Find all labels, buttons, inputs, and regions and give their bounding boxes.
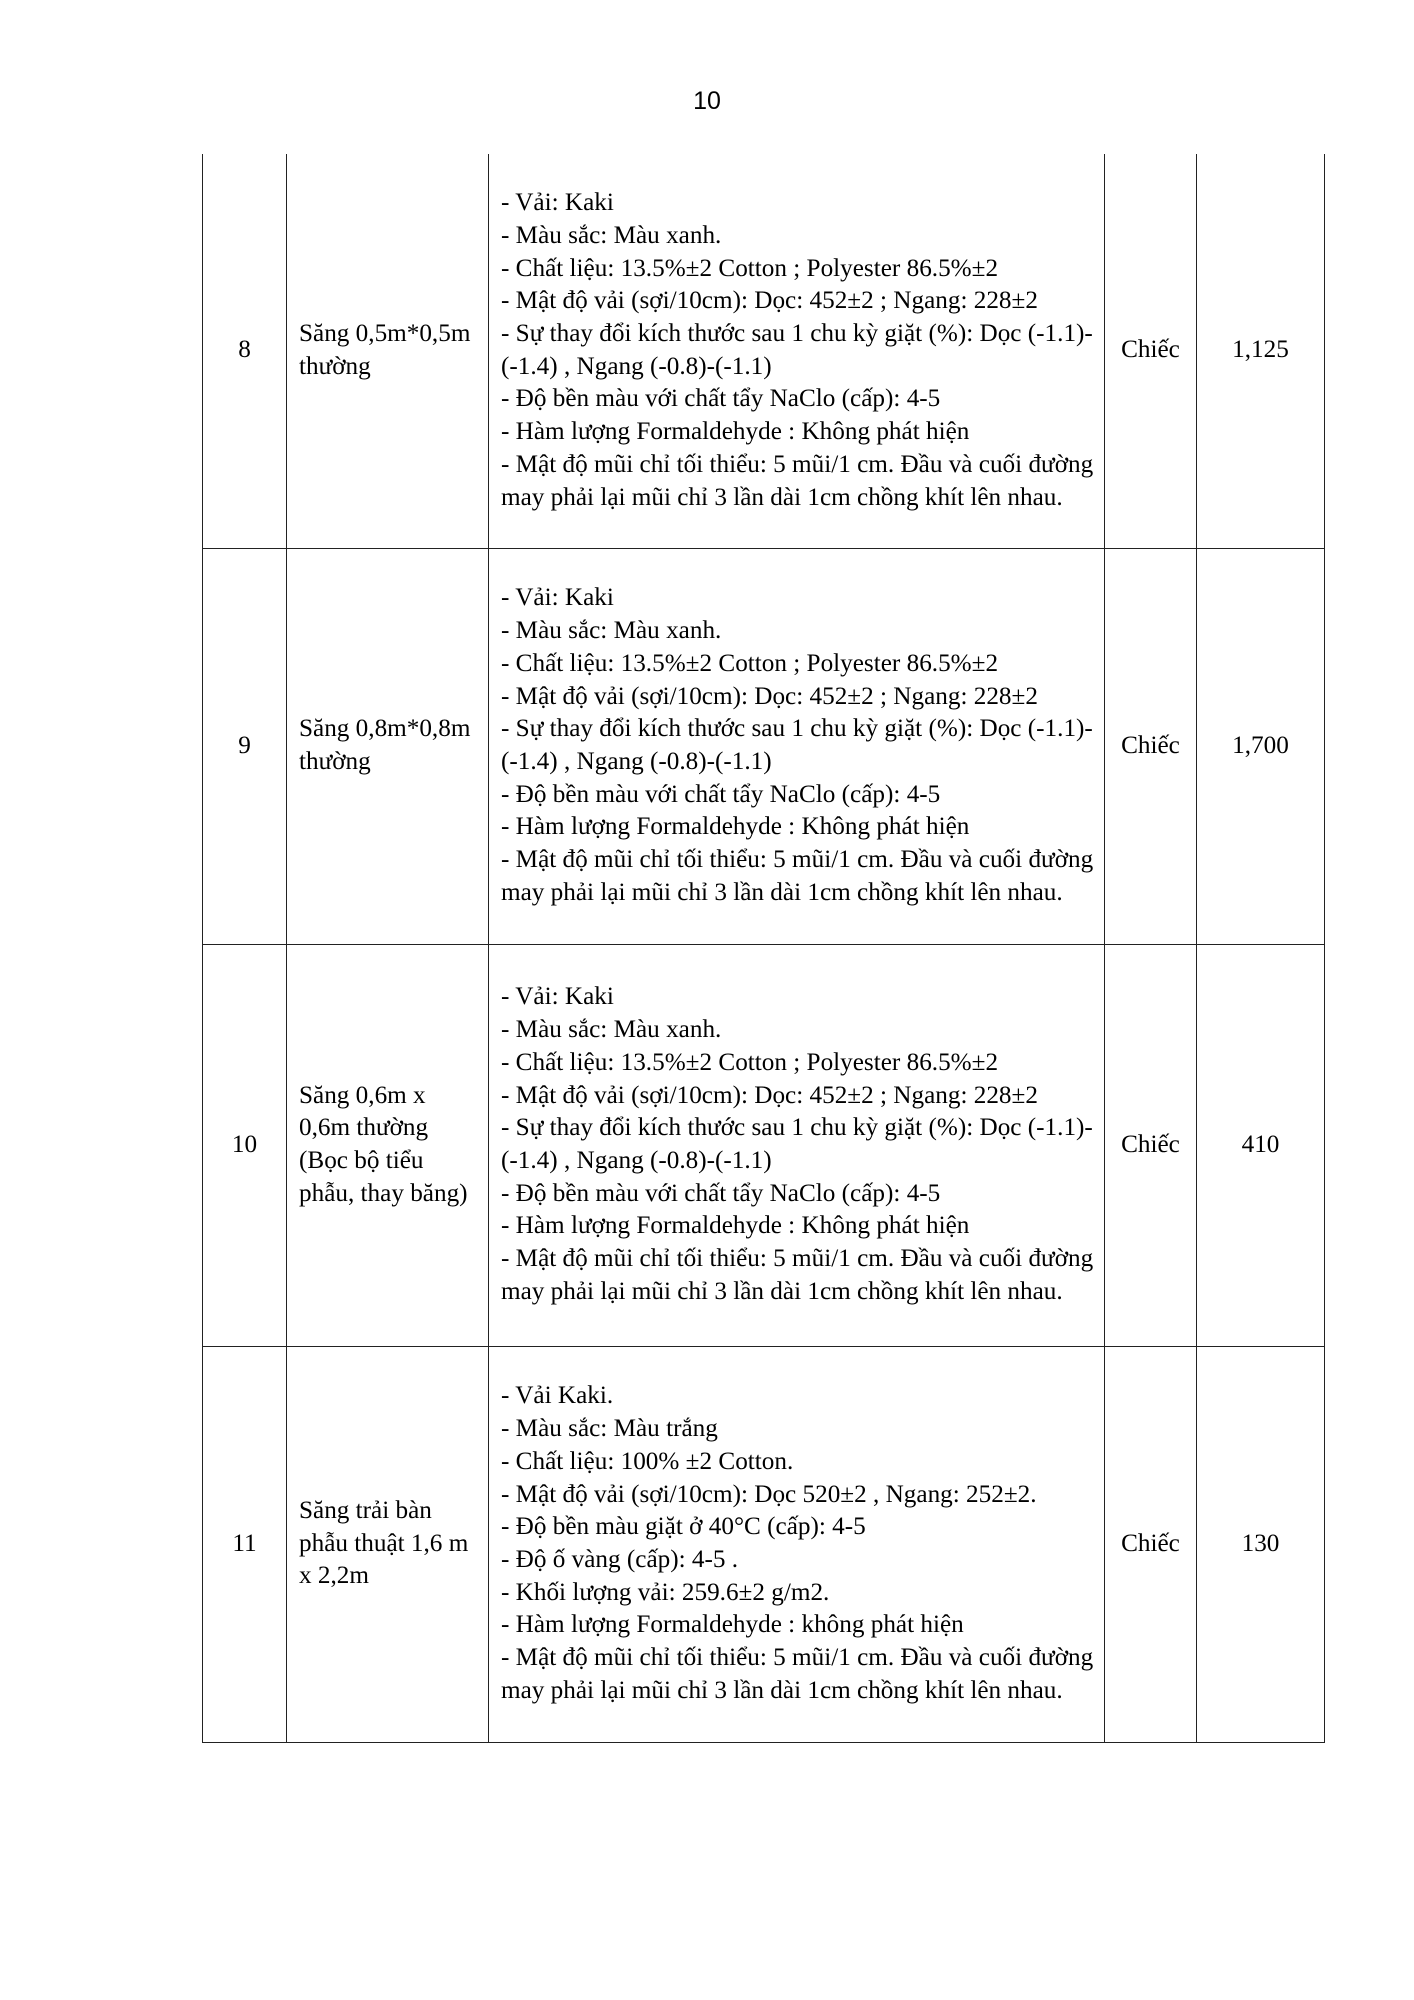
- spec-line: - Mật độ vải (sợi/10cm): Dọc: 452±2 ; Ngang: 228±2: [501, 682, 1038, 710]
- specification-table: [202, 154, 1325, 1743]
- item-name: Săng 0,8m*0,8m thường: [287, 548, 489, 944]
- spec-line: - Mật độ mũi chỉ tối thiểu: 5 mũi/1 cm. Đầu và cuối đường may phải lại mũi chỉ 3 lần dài 1cm chồng khít lên nhau.: [501, 1245, 1094, 1305]
- spec-line: - Vải: Kaki: [501, 189, 614, 217]
- page-number: 10: [693, 87, 721, 115]
- spec-line: - Hàm lượng Formaldehyde : Không phát hiện: [501, 418, 970, 446]
- table-row: [203, 944, 1325, 1346]
- spec-line: - Độ bền màu với chất tẩy NaClo (cấp): 4-5: [501, 1179, 941, 1207]
- item-specification: [489, 944, 1105, 1346]
- spec-line: - Sự thay đổi kích thước sau 1 chu kỳ giặt (%): Dọc (-1.1)-(-1.4) , Ngang (-0.8)-(-1.1): [501, 1114, 1093, 1174]
- spec-line: - Mật độ vải (sợi/10cm): Dọc: 452±2 ; Ngang: 228±2: [501, 1081, 1038, 1109]
- quantity: 1,125: [1197, 154, 1325, 548]
- row-number: 11: [203, 1346, 287, 1742]
- spec-line: - Sự thay đổi kích thước sau 1 chu kỳ giặt (%): Dọc (-1.1)-(-1.4) , Ngang (-0.8)-(-1.1): [501, 715, 1093, 775]
- spec-line: - Độ bền màu giặt ở 40°C (cấp): 4-5: [501, 1513, 866, 1541]
- spec-line: - Mật độ vải (sợi/10cm): Dọc 520±2 , Ngang: 252±2.: [501, 1480, 1037, 1508]
- spec-line: - Chất liệu: 13.5%±2 Cotton ; Polyester 86.5%±2: [501, 254, 999, 282]
- spec-line: - Độ bền màu với chất tẩy NaClo (cấp): 4-5: [501, 385, 941, 413]
- spec-line: - Màu sắc: Màu xanh.: [501, 1016, 722, 1044]
- table-row: [203, 1346, 1325, 1742]
- unit: Chiếc: [1105, 154, 1197, 548]
- row-number: 8: [203, 154, 287, 548]
- spec-line: - Mật độ mũi chỉ tối thiểu: 5 mũi/1 cm. Đầu và cuối đường may phải lại mũi chỉ 3 lần dài 1cm chồng khít lên nhau.: [501, 1644, 1094, 1704]
- spec-line: - Chất liệu: 100% ±2 Cotton.: [501, 1447, 794, 1475]
- spec-line: - Màu sắc: Màu xanh.: [501, 617, 722, 645]
- spec-line: - Hàm lượng Formaldehyde : Không phát hiện: [501, 813, 970, 841]
- spec-line: - Hàm lượng Formaldehyde : không phát hiện: [501, 1611, 964, 1639]
- spec-line: - Màu sắc: Màu xanh.: [501, 221, 722, 249]
- quantity: 410: [1197, 944, 1325, 1346]
- unit: Chiếc: [1105, 1346, 1197, 1742]
- item-name: Săng 0,5m*0,5m thường: [287, 154, 489, 548]
- unit: Chiếc: [1105, 944, 1197, 1346]
- item-specification: [489, 154, 1105, 548]
- table-row: [203, 548, 1325, 944]
- spec-line: - Độ bền màu với chất tẩy NaClo (cấp): 4-5: [501, 780, 941, 808]
- row-number: 10: [203, 944, 287, 1346]
- spec-line: - Vải: Kaki: [501, 584, 614, 612]
- unit: Chiếc: [1105, 548, 1197, 944]
- table-row: [203, 154, 1325, 548]
- row-number: 9: [203, 548, 287, 944]
- spec-line: - Độ ố vàng (cấp): 4-5 .: [501, 1546, 739, 1573]
- item-specification: [489, 1346, 1105, 1742]
- spec-line: - Khối lượng vải: 259.6±2 g/m2.: [501, 1578, 830, 1606]
- quantity: 1,700: [1197, 548, 1325, 944]
- spec-line: - Màu sắc: Màu trắng: [501, 1415, 718, 1443]
- spec-line: - Hàm lượng Formaldehyde : Không phát hiện: [501, 1212, 970, 1240]
- spec-line: - Mật độ mũi chỉ tối thiểu: 5 mũi/1 cm. Đầu và cuối đường may phải lại mũi chỉ 3 lần dài 1cm chồng khít lên nhau.: [501, 450, 1094, 511]
- spec-line: - Vải: Kaki: [501, 983, 614, 1011]
- spec-line: - Sự thay đổi kích thước sau 1 chu kỳ giặt (%): Dọc (-1.1)-(-1.4) , Ngang (-0.8)-(-1.1): [501, 320, 1093, 380]
- spec-line: - Mật độ vải (sợi/10cm): Dọc: 452±2 ; Ngang: 228±2: [501, 287, 1038, 315]
- spec-line: - Chất liệu: 13.5%±2 Cotton ; Polyester 86.5%±2: [501, 649, 999, 677]
- quantity: 130: [1197, 1346, 1325, 1742]
- spec-line: - Mật độ mũi chỉ tối thiểu: 5 mũi/1 cm. Đầu và cuối đường may phải lại mũi chỉ 3 lần dài 1cm chồng khít lên nhau.: [501, 846, 1094, 906]
- item-name: Săng trải bàn phẫu thuật 1,6 m x 2,2m: [287, 1346, 489, 1742]
- item-specification: [489, 548, 1105, 944]
- item-name: Săng 0,6m x 0,6m thường (Bọc bộ tiểu phẫu, thay băng): [287, 944, 489, 1346]
- spec-line: - Chất liệu: 13.5%±2 Cotton ; Polyester 86.5%±2: [501, 1048, 999, 1076]
- spec-line: - Vải Kaki.: [501, 1382, 614, 1410]
